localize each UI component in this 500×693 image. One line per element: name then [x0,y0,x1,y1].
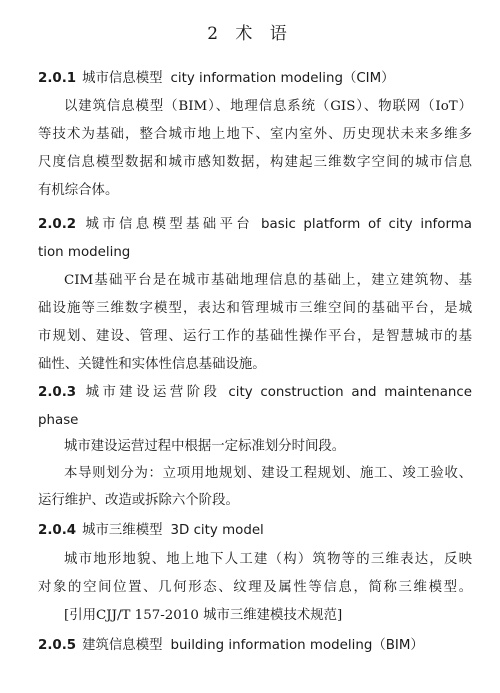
term-cn: 建筑信息模型 [82,638,163,653]
term-heading [38,385,472,401]
body-line: 城市建设运营过程中根据一定标准划分时间段。 [64,439,346,454]
body-line: 市规划、建设、管理、运行工作的基础性操作平台，是智慧城市的基 [38,329,472,344]
body-line: 本导则划分为：立项用地规划、建设工程规划、施工、竣工验收、 [64,466,472,481]
term-cn: 城市三维模型 [82,523,163,538]
body-line: 有机综合体。 [38,183,119,198]
term-number: 2.0.3 [38,385,77,400]
term-number: 2.0.2 [38,217,77,232]
term-heading [38,638,472,654]
term-cn: 城市信息模型基础平台 [82,217,254,232]
body-line: 对象的空间位置、几何形态、纹理及属性等信息，简称三维模型。 [38,580,472,595]
term-number: 2.0.4 [38,523,77,538]
body-line: 城市地形地貌、地上地下人工建（构）筑物等的三维表达，反映 [64,552,472,567]
term-en: 3D city model [170,523,264,538]
term-heading [38,217,472,233]
body-line: 以建筑信息模型（BIM）、地理信息系统（GIS）、物联网（IoT） [64,99,472,114]
body-line: 础性、关键性和实体性信息基础设施。 [38,357,266,372]
body-line: 等技术为基础，整合城市地上地下、室内室外、历史现状未来多维多 [38,127,472,142]
reference-line: [引用CJJ/T 157-2010 城市三维建模技术规范] [64,608,343,623]
term-en: basic platform of city informa [261,217,472,232]
term-en-continued: phase [38,413,79,428]
body-line: 尺度信息模型数据和城市感知数据，构建起三维数字空间的城市信息 [38,155,472,170]
section-title: 2 术 语 [207,24,293,44]
term-en: city information modeling（CIM） [170,71,395,86]
term-number: 2.0.1 [38,71,77,86]
term-heading [38,523,472,539]
term-en: city construction and maintenance [228,385,473,400]
body-line: CIM基础平台是在城市基础地理信息的基础上，建立建筑物、基 [64,273,472,288]
body-line: 础设施等三维数字模型，表达和管理城市三维空间的基础平台，是城 [38,301,472,316]
term-cn: 城市建设运营阶段 [82,385,221,400]
term-heading [38,71,472,87]
body-line: 运行维护、改造或拆除六个阶段。 [38,493,239,508]
term-cn: 城市信息模型 [82,71,163,86]
term-en: building information modeling（BIM） [170,638,424,653]
term-en-continued: tion modeling [38,245,131,260]
term-number: 2.0.5 [38,638,77,653]
